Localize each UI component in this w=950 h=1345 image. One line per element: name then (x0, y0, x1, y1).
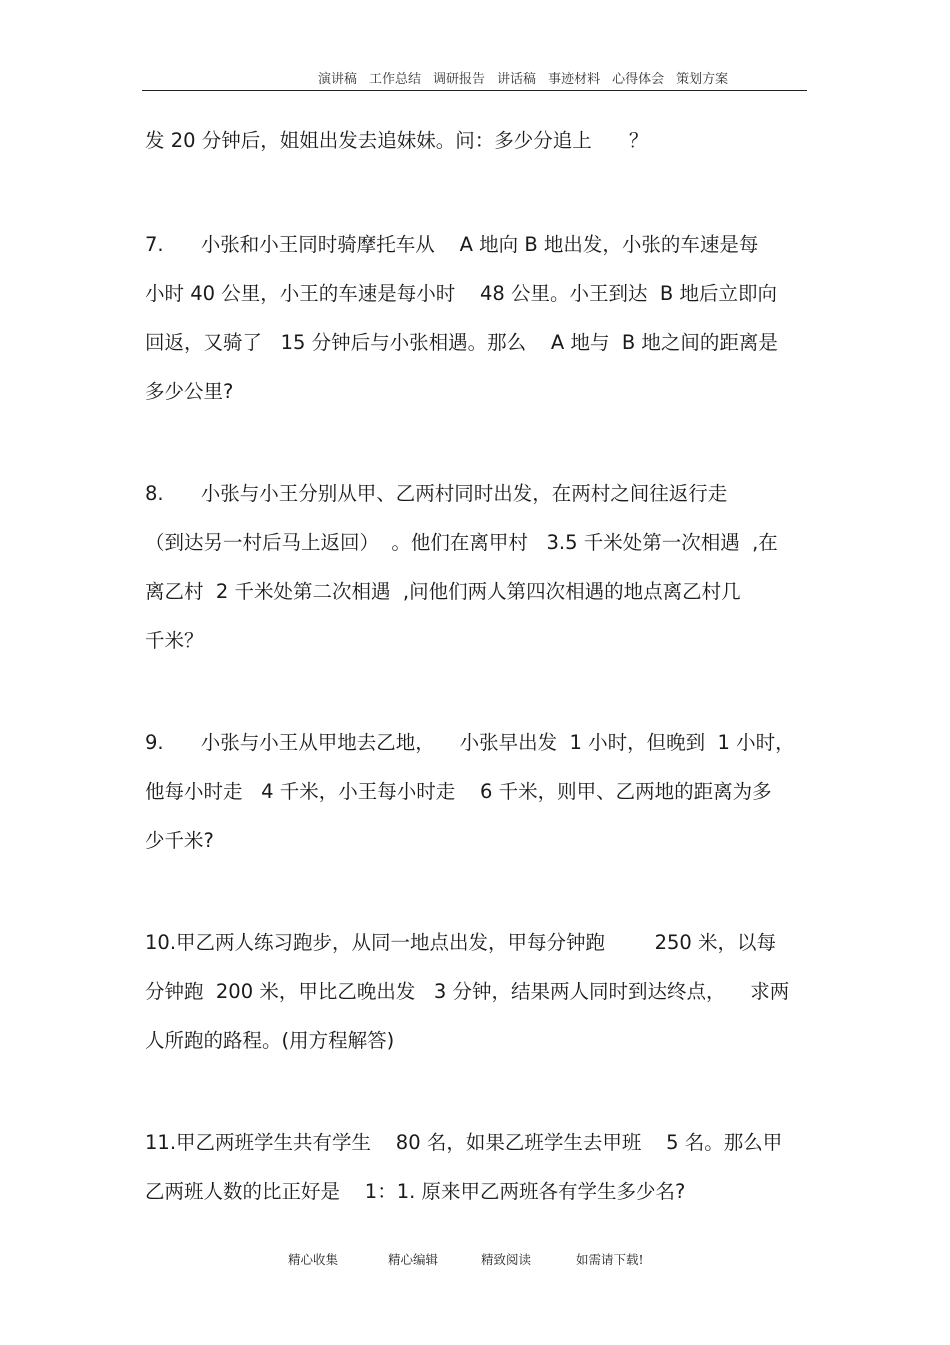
footer-item: 精心收集 (288, 1252, 339, 1267)
page-header (318, 68, 740, 87)
problem-7-line: 回返，又骑了 15 分钟后与小张相遇。那么 A 地与 B 地之间的距离是 (145, 331, 778, 354)
problem-11-line: 11.甲乙两班学生共有学生 80 名，如果乙班学生去甲班 5 名。那么甲 (145, 1131, 783, 1154)
header-item: 讲话稿 (497, 72, 537, 87)
problem-7-line: 小时 40 公里，小王的车速是每小时 48 公里。小王到达 B 地后立即向 (145, 282, 777, 305)
problem-8-line: 离乙村 2 千米处第二次相遇 ,问他们两人第四次相遇的地点离乙村几 (145, 580, 741, 603)
footer-item: 精致阅读 (481, 1252, 532, 1267)
problem-8-line: （到达另一村后马上返回） 。他们在离甲村 3.5 千米处第一次相遇 ,在 (145, 531, 778, 554)
header-item: 心得体会 (612, 72, 665, 87)
text-line: 发 20 分钟后，姐姐出发去追妹妹。问：多少分追上 ？ (145, 129, 649, 152)
problem-8-line: 8. 小张与小王分别从甲、乙两村同时出发，在两村之间往返行走 (145, 482, 728, 505)
problem-8-line: 千米？ (145, 629, 204, 652)
problem-9-line: 9. 小张与小王从甲地去乙地， 小张早出发 1 小时，但晚到 1 小时， (145, 731, 795, 754)
problem-10-line: 10.甲乙两人练习跑步，从同一地点出发，甲每分钟跑 250 米，以每 (145, 931, 777, 954)
page-footer (0, 1250, 950, 1270)
problem-10-line: 人所跑的路程。(用方程解答) (145, 1029, 395, 1052)
problem-7-line: 7. 小张和小王同时骑摩托车从 A 地向 B 地出发，小张的车速是每 (145, 233, 759, 256)
problem-10-line: 分钟跑 200 米，甲比乙晚出发 3 分钟，结果两人同时到达终点， 求两 (145, 980, 790, 1003)
footer-item: 精心编辑 (388, 1252, 439, 1267)
problem-9-line: 少千米? (145, 829, 214, 852)
footer-item: 如需请下载! (576, 1252, 644, 1267)
problem-9-line: 他每小时走 4 千米，小王每小时走 6 千米，则甲、乙两地的距离为多 (145, 780, 772, 803)
problem-11-line: 乙两班人数的比正好是 1：1. 原来甲乙两班各有学生多少名? (145, 1180, 686, 1203)
header-rule (142, 90, 807, 91)
problem-7-line: 多少公里? (145, 380, 234, 403)
header-item: 事迹材料 (548, 72, 601, 87)
header-item: 策划方案 (676, 72, 729, 87)
header-item: 工作总结 (369, 72, 422, 87)
header-item: 演讲稿 (318, 72, 358, 87)
header-item: 调研报告 (433, 72, 486, 87)
